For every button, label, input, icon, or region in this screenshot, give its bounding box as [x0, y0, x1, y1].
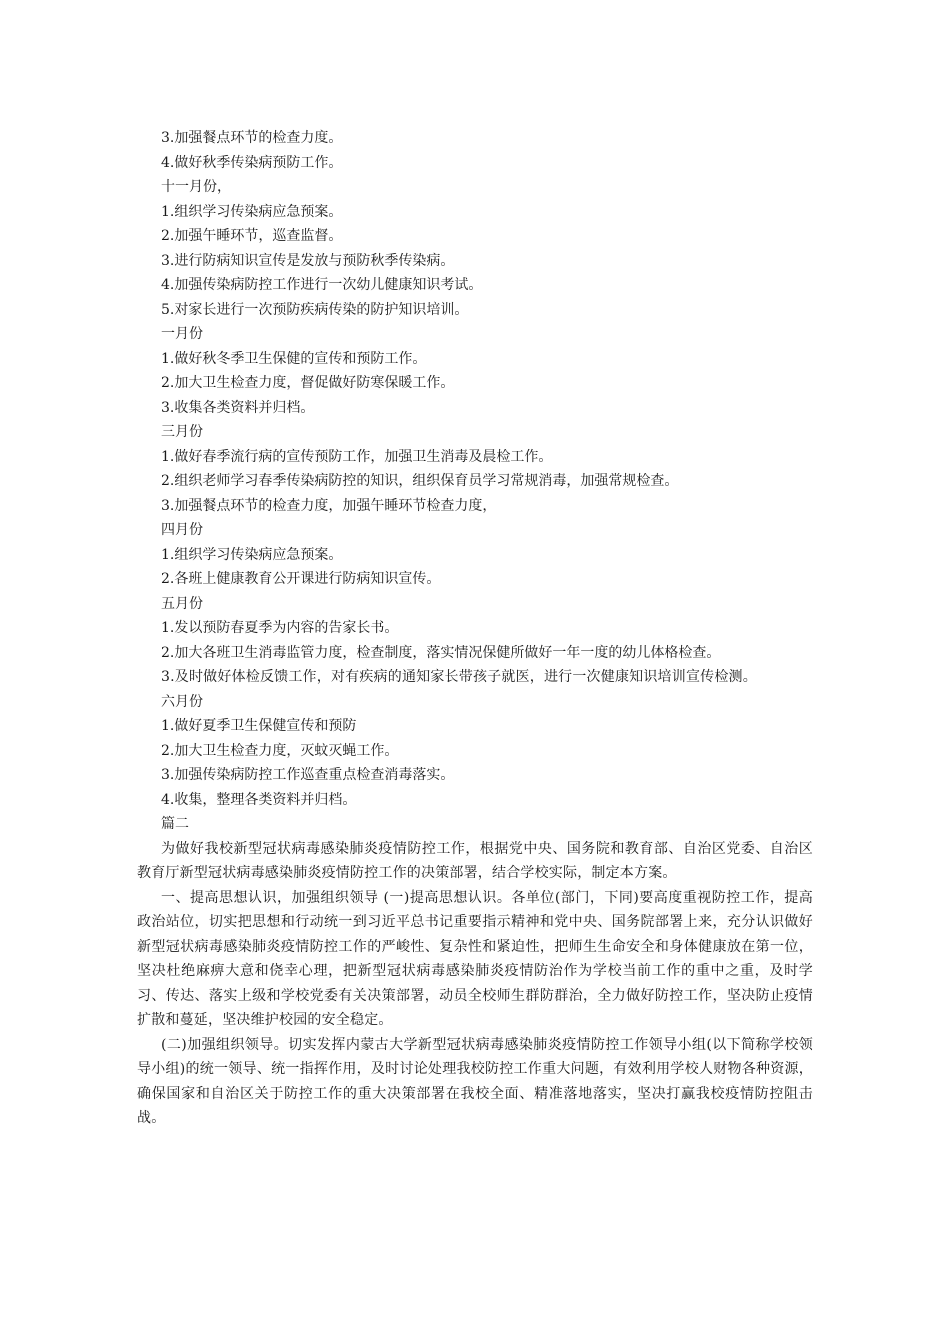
- section-one-paragraph: 一、提高思想认识，加强组织领导 (一)提高思想认识。各单位(部门，下同)要高度重视防控工作，提高政治站位，切实把思想和行动统一到习近平总书记重要指示精神和党中央、国务院部署上来，充分认识做好新型冠状病毒感染肺炎疫情防控工作的严峻性、复杂性和紧迫性，把师生生命安全和身体健康放在第一位，坚决杜绝麻痹大意和侥幸心理，把新型冠状病毒感染肺炎疫情防治作为学校当前工作的重中之重，及时学习、传达、落实上级和学校党委有关决策部署，动员全校师生群防群治，全力做好防控工作，坚决防止疫情扩散和蔓延，坚决维护校园的安全稳定。: [137, 889, 813, 1028]
- list-item: 5.对家长进行一次预防疾病传染的防护知识培训。: [161, 301, 469, 318]
- list-item: 3.收集各类资料并归档。: [161, 399, 315, 416]
- month-heading: 十一月份，: [161, 179, 231, 195]
- intro-paragraph: 为做好我校新型冠状病毒感染肺炎疫情防控工作，根据党中央、国务院和教育部、自治区党委、自治区教育厅新型冠状病毒感染肺炎疫情防控工作的决策部署，结合学校实际，制定本方案。: [137, 840, 813, 881]
- list-item: 1.做好夏季卫生保健宣传和预防: [161, 718, 357, 734]
- list-item: 2.组织老师学习春季传染病防控的知识，组织保育员学习常规消毒，加强常规检查。: [161, 473, 679, 489]
- list-item: 2.各班上健康教育公开课进行防病知识宣传。: [161, 571, 441, 587]
- list-item: 4.加强传染病防控工作进行一次幼儿健康知识考试。: [161, 277, 483, 293]
- list-item: 1.做好春季流行病的宣传预防工作，加强卫生消毒及晨检工作。: [161, 448, 553, 465]
- list-item: 1.发以预防春夏季为内容的告家长书。: [161, 620, 399, 636]
- list-item: 2.加大卫生检查力度，灭蚊灭蝇工作。: [161, 742, 399, 759]
- list-item: 2.加大卫生检查力度，督促做好防寒保暖工作。: [161, 375, 455, 391]
- list-item: 4.收集，整理各类资料并归档。: [161, 791, 357, 808]
- section-heading: 篇二: [161, 816, 189, 832]
- month-heading: 四月份: [161, 522, 203, 538]
- month-heading: 三月份: [161, 424, 203, 440]
- list-item: 1.做好秋冬季卫生保健的宣传和预防工作。: [161, 350, 427, 367]
- list-item: 3.进行防病知识宣传是发放与预防秋季传染病。: [161, 252, 455, 269]
- month-heading: 五月份: [161, 595, 203, 612]
- list-item: 2.加强午睡环节，巡查监督。: [161, 228, 343, 244]
- list-item: 3.加强餐点环节的检查力度，加强午睡环节检查力度，: [161, 497, 497, 514]
- list-item: 1.组织学习传染病应急预案。: [161, 546, 343, 563]
- document-body: [137, 126, 813, 1131]
- list-item: 1.组织学习传染病应急预案。: [161, 203, 343, 220]
- month-heading: 六月份: [161, 693, 203, 710]
- list-item: 2.加大各班卫生消毒监管力度，检查制度，落实情况保健所做好一年一度的幼儿体格检查。: [161, 644, 721, 661]
- month-heading: 一月份: [161, 326, 203, 342]
- section-two-paragraph: (二)加强组织领导。切实发挥内蒙古大学新型冠状病毒感染肺炎疫情防控工作领导小组(以下简称学校领导小组)的统一领导、统一指挥作用，及时讨论处理我校防控工作重大问题，有效利用学校人财物各种资源，确保国家和自治区关于防控工作的重大决策部署在我校全面、精准落地落实，坚决打赢我校疫情防控阻击战。: [137, 1036, 813, 1126]
- list-item: 3.加强餐点环节的检查力度。: [161, 130, 343, 146]
- list-item: 4.做好秋季传染病预防工作。: [161, 154, 343, 171]
- list-item-wrapped: 3.及时做好体检反馈工作，对有疾病的通知家长带孩子就医，进行一次健康知识培训宣传检测。: [161, 669, 757, 685]
- list-item: 3.加强传染病防控工作巡查重点检查消毒落实。: [161, 767, 455, 783]
